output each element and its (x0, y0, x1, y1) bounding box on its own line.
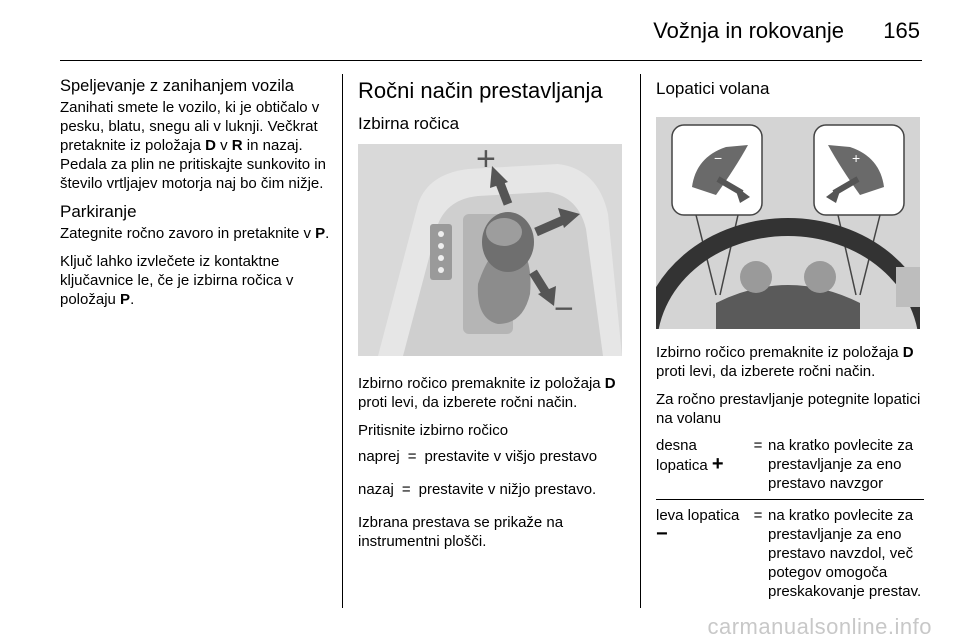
column-divider-2 (640, 74, 641, 608)
header-rule (60, 60, 922, 61)
page-number: 165 (883, 18, 920, 43)
paddle-plus-label: + (852, 150, 861, 166)
column-2 (358, 76, 626, 551)
selector-lever-figure (358, 144, 622, 356)
paragraph-pull-paddles: Za ročno prestavljanje potegnite lopatici na volanu (656, 391, 921, 427)
heading-selector-lever: Izbirna ročica (358, 114, 460, 133)
paragraph-select-manual-2: Izbirno ročico premaknite iz položaja D proti levi, da izberete ročni način. (656, 344, 914, 380)
steering-paddles-figure (656, 117, 920, 329)
column-divider-1 (342, 74, 343, 608)
column-1 (60, 76, 330, 309)
minus-label: − (554, 290, 574, 328)
paragraph-display: Izbrana prestava se prikaže na instrumentni plošči. (358, 514, 564, 550)
paragraph-key: Ključ lahko izvlečete iz kontaktne ključavnice le, če je izbirna ročica v položaju P. (60, 253, 294, 308)
heading-rocking: Speljevanje z zanihanjem vozila (60, 77, 294, 95)
paddle-minus-label: − (714, 150, 723, 166)
paragraph-select-manual: Izbirno ročico premaknite iz položaja D proti levi, da izberete ročni način. (358, 375, 616, 411)
definition-left-paddle: leva lopatica − = na kratko povlecite za prestavljanje za eno prestavo navzdol, več potegov omogoča preskakovanje prestav. (656, 507, 922, 600)
paragraph-push-lever: Pritisnite izbirno ročico (358, 422, 509, 439)
heading-paddles: Lopatici volana (656, 79, 770, 98)
watermark: carmanualsonline.info (707, 614, 932, 639)
definition-separator (656, 499, 924, 500)
header-title: Vožnja in rokovanje (653, 18, 844, 43)
column-3 (656, 76, 924, 601)
steering-wheel-illustration (656, 117, 920, 329)
paragraph-parking: Zategnite ročno zavoro in pretaknite v P. (60, 225, 330, 242)
page-header (0, 0, 960, 60)
paragraph-rocking: Zanihati smete le vozilo, ki je obtičalo v pesku, blatu, snegu ali v luknji. Večkrat pretaknite iz položaja D v R in nazaj. Pedala za plin ne pritiskajte sunkovito in število vrtljajev motorja naj bo čim nižje. (60, 99, 326, 192)
definition-backward: nazaj = prestavite v nižjo prestavo. (358, 481, 597, 498)
definition-forward: naprej = prestavite v višjo prestavo (358, 448, 598, 465)
heading-parking: Parkiranje (60, 202, 137, 221)
minus-symbol: − (656, 523, 668, 545)
plus-symbol: + (711, 453, 724, 475)
selector-lever-illustration (358, 144, 622, 356)
definition-right-paddle: desna lopatica + = na kratko povlecite za prestavljanje za eno prestavo navzgor (656, 437, 914, 492)
plus-label: + (476, 144, 496, 178)
heading-manual-mode: Ročni način prestavljanja (358, 78, 603, 103)
